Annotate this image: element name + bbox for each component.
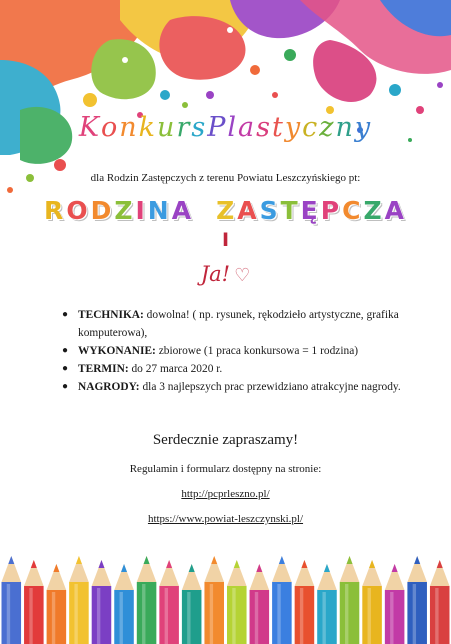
colored-pencils-decoration	[0, 548, 451, 644]
detail-label: TERMIN:	[78, 363, 129, 375]
title-letter: o	[101, 112, 120, 143]
detail-text: do 27 marca 2020 r.	[128, 363, 223, 375]
title-letter: s	[256, 112, 272, 143]
pencil	[47, 564, 67, 644]
detail-text: dla 3 najlepszych prac przewidziano atrakcyjne nagrody.	[139, 381, 401, 393]
detail-text: zbiorowe (1 praca konkursowa = 1 rodzina)	[155, 345, 359, 357]
detail-label: NAGRODY:	[78, 381, 140, 393]
headline-letter: D	[90, 196, 115, 225]
pencil	[430, 560, 450, 644]
headline-letter: R	[44, 196, 67, 225]
headline-letter: A	[171, 196, 195, 225]
pencil	[2, 556, 22, 644]
headline-foster-family	[0, 196, 451, 225]
title-letter: P	[207, 112, 228, 143]
title-letter: r	[176, 112, 192, 143]
title-letter: n	[119, 112, 139, 143]
headline-conjunction: I	[221, 229, 230, 251]
headline-letter: A	[384, 196, 407, 225]
pcpr-link[interactable]: http://pcprleszno.pl/	[181, 488, 270, 500]
invitation: Serdecznie zapraszamy!	[152, 432, 299, 448]
bullet-icon: ●	[62, 363, 69, 374]
pencil	[204, 556, 224, 644]
headline-letter: Z	[363, 196, 385, 225]
title-letter: n	[335, 112, 355, 143]
headline-letter: I	[135, 196, 148, 225]
title-letter: y	[354, 112, 373, 143]
pencil	[272, 556, 292, 644]
headline-letter: A	[237, 196, 260, 225]
pencil	[92, 560, 112, 644]
contest-title	[0, 112, 451, 143]
headline-letter: O	[66, 196, 91, 225]
title-letter: c	[302, 112, 320, 143]
headline-word-rodzina	[44, 196, 194, 225]
heart-icon: ♡	[234, 265, 251, 286]
title-letter: a	[238, 112, 257, 143]
tagline	[0, 262, 451, 286]
bullet-icon: ●	[62, 345, 69, 356]
headline-letter: Z	[216, 196, 238, 225]
headline-letter: Ę	[300, 196, 321, 225]
bullet-icon: ●	[62, 309, 69, 320]
powiat-link[interactable]: https://www.powiat-leszczynski.pl/	[147, 513, 304, 525]
title-letter: l	[227, 112, 239, 143]
paint-splatter-decoration	[0, 0, 451, 200]
title-letter: y	[284, 112, 303, 143]
pencil	[385, 564, 405, 644]
title-letter: s	[191, 112, 208, 143]
pencil	[407, 556, 427, 644]
title-letter: K	[78, 112, 102, 143]
title-letter: k	[138, 112, 158, 143]
title-letter: t	[272, 112, 285, 143]
title-letter: u	[157, 112, 177, 143]
detail-technique	[62, 306, 412, 342]
pencil	[137, 556, 157, 644]
pencil	[340, 556, 360, 644]
title-letter: z	[319, 112, 336, 143]
headline-letter: S	[259, 196, 281, 225]
headline-word-zastepcza	[216, 196, 407, 225]
detail-prizes	[62, 378, 412, 396]
headline-letter: N	[147, 196, 172, 225]
detail-text: dowolna! ( np. rysunek, rękodzieło artystyczne, grafika komputerowa),	[78, 309, 399, 339]
headline-letter: C	[342, 196, 364, 225]
pencil	[24, 560, 44, 644]
pencil	[69, 556, 89, 644]
pencil	[159, 560, 179, 644]
regulations-note: Regulamin i formularz dostępny na stronie:	[129, 463, 322, 475]
bullet-icon: ●	[62, 381, 69, 392]
tagline-text: Ja!	[200, 262, 231, 286]
pencil	[295, 560, 315, 644]
pencil	[362, 560, 382, 644]
pencil	[250, 564, 270, 644]
pencil	[182, 564, 202, 644]
detail-label: TECHNIKA:	[78, 309, 144, 321]
subtitle: dla Rodzin Zastępczych z terenu Powiatu Leszczyńskiego pt:	[90, 172, 361, 184]
detail-execution	[62, 342, 412, 360]
pencil	[227, 560, 247, 644]
contest-details-list	[62, 306, 412, 396]
pencil	[317, 564, 337, 644]
headline-letter: T	[280, 196, 301, 225]
headline-letter: Z	[114, 196, 136, 225]
headline-letter: P	[320, 196, 343, 225]
detail-label: WYKONANIE:	[78, 345, 156, 357]
detail-deadline	[62, 360, 412, 378]
pencil	[114, 564, 134, 644]
